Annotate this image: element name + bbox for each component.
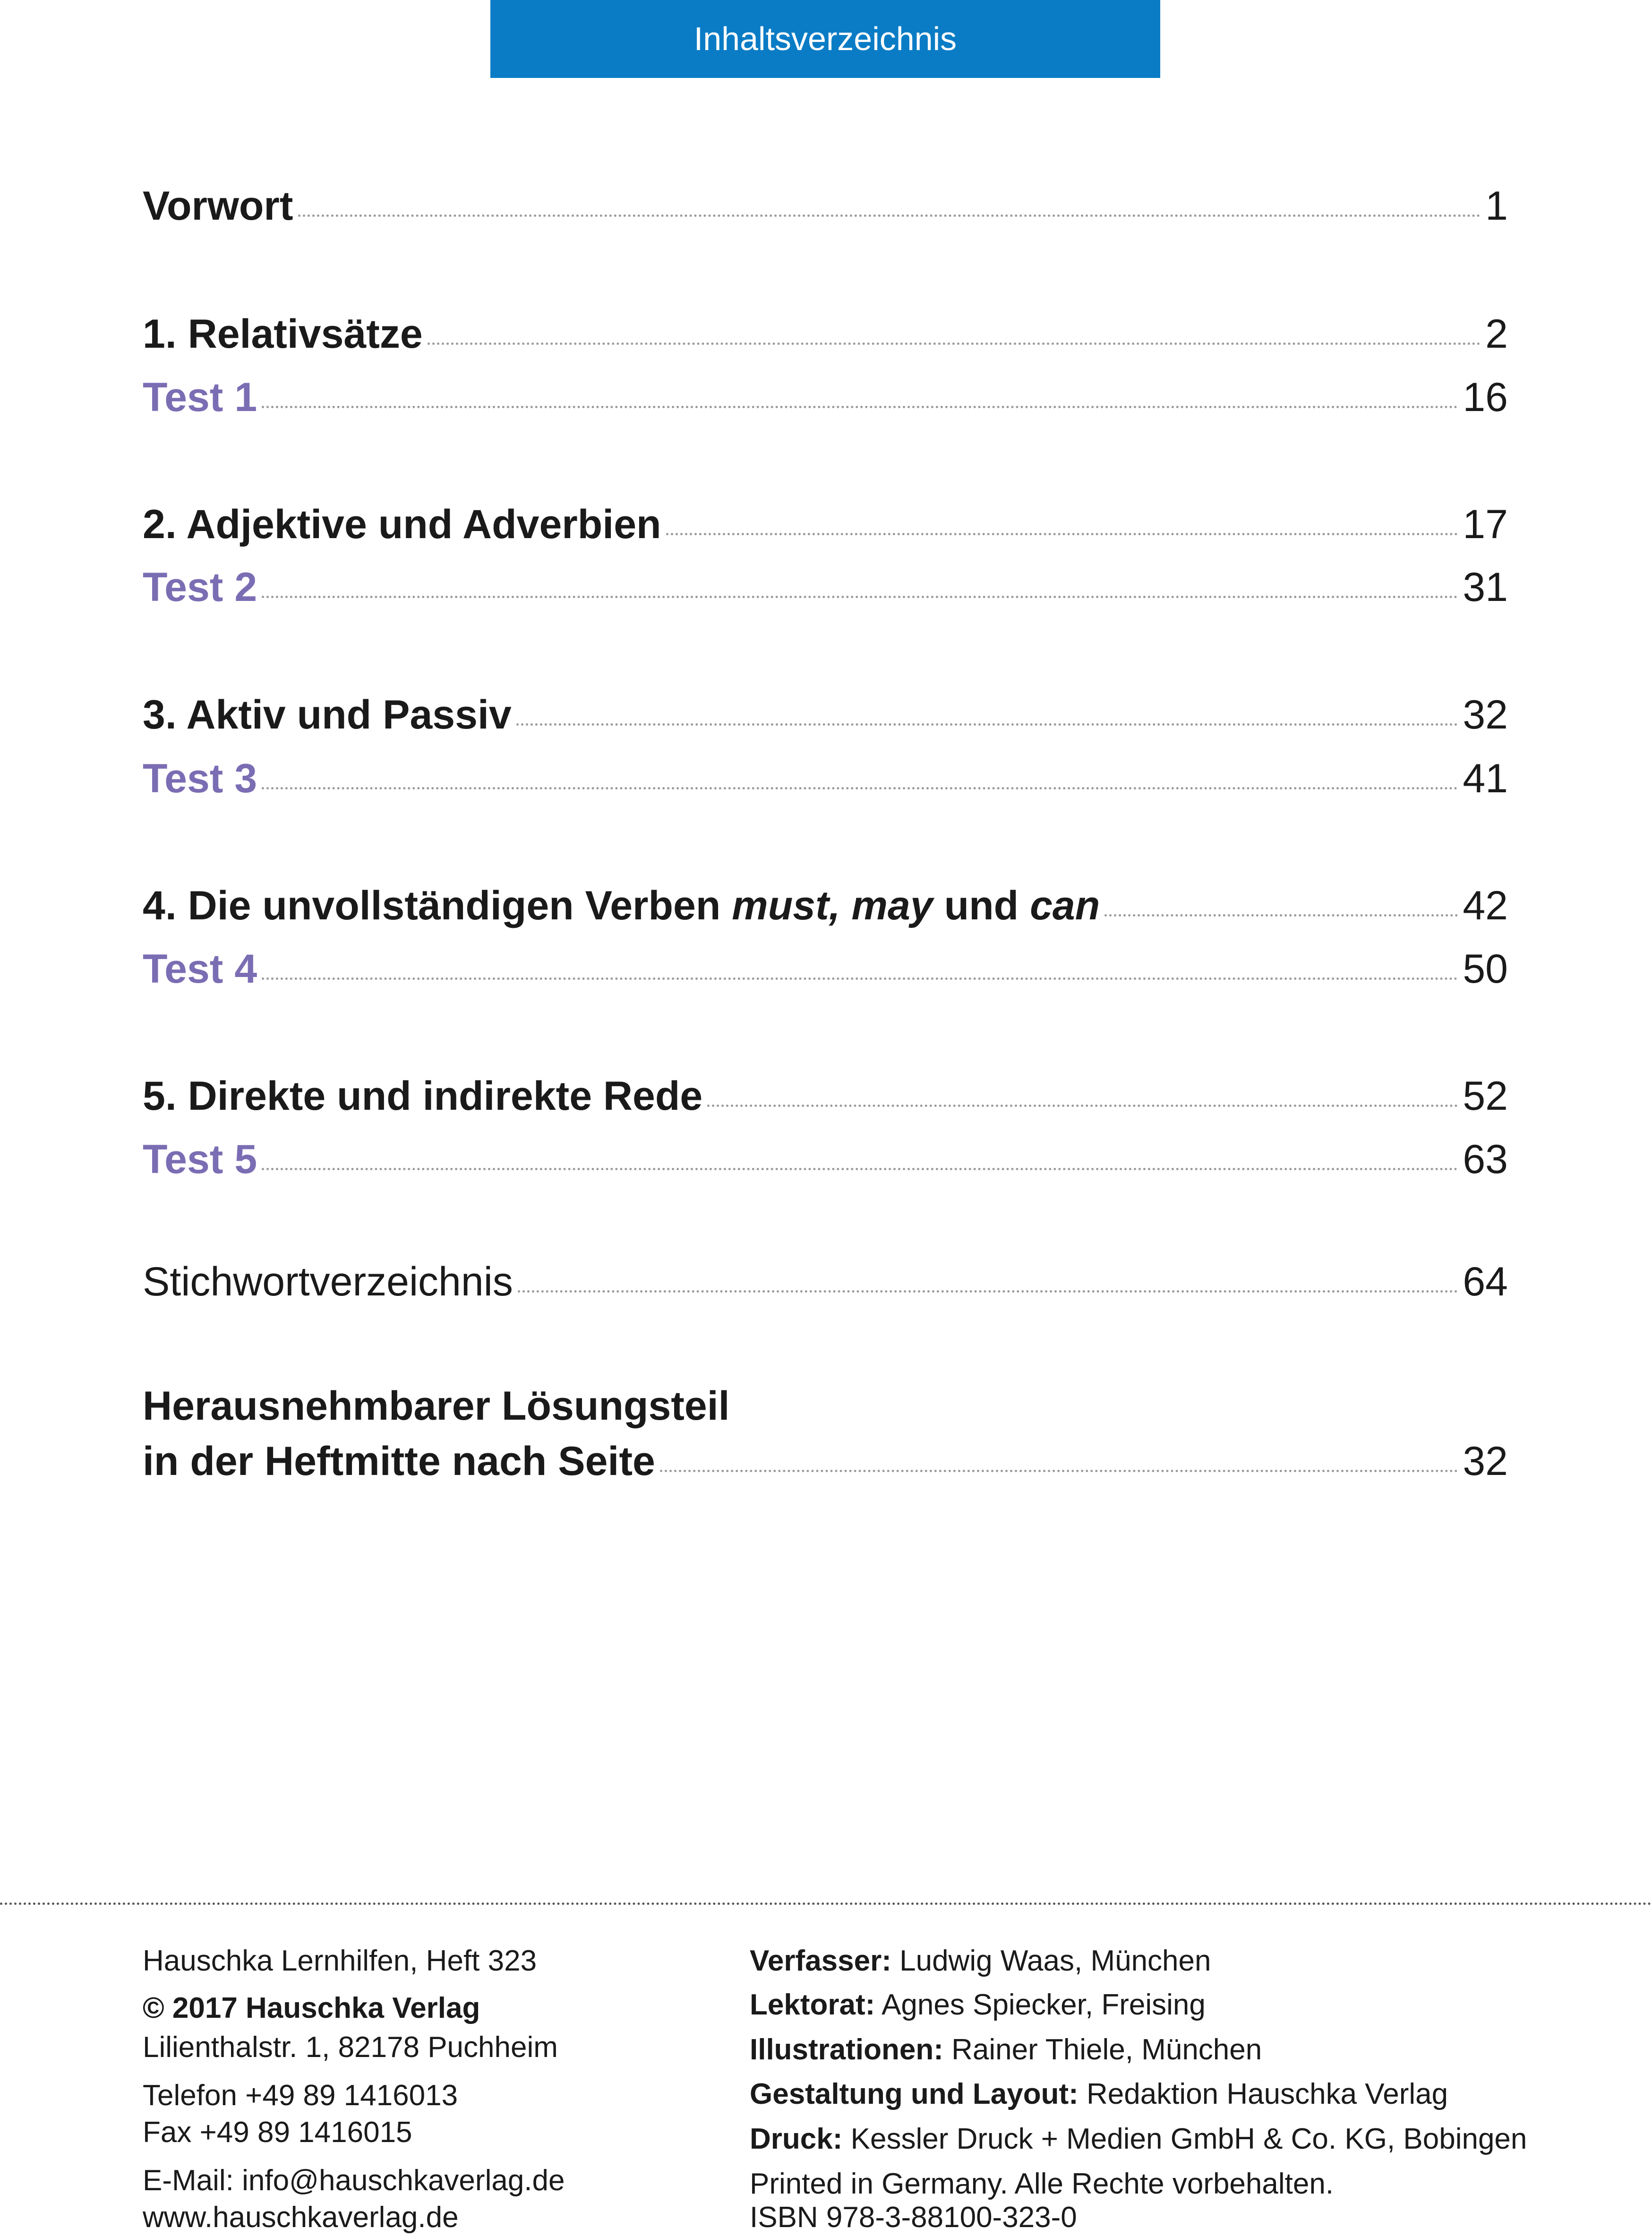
toc-page-number: 52 [1463,1073,1508,1119]
toc-label: Test 4 [143,946,257,992]
toc-label: 1. Relativsätze [143,311,423,357]
toc-entry-chapter-4[interactable] [143,885,1508,926]
toc-entry-chapter-5[interactable] [143,1073,1508,1119]
toc-entry-test-4[interactable] [143,946,1508,992]
toc-page-number: 16 [1463,375,1508,420]
toc-label: 2. Adjektive und Adverbien [143,502,661,547]
toc-entry-test-3[interactable] [143,758,1508,799]
toc-page-number: 41 [1463,756,1508,801]
dot-leader [660,1470,1458,1472]
imprint-editor-value: Agnes Spiecker, Freising [875,1988,1206,2021]
toc-label: Test 2 [143,565,257,610]
imprint-author-value: Ludwig Waas, München [891,1945,1211,1977]
imprint-phone: Telefon +49 89 1416013 [143,2079,458,2112]
dot-leader [1104,914,1458,917]
imprint-layout [750,2080,1448,2109]
imprint-illustrations-value: Rainer Thiele, München [943,2033,1262,2066]
toc-entry-index[interactable] [143,1261,1508,1302]
toc-page-number: 63 [1463,1137,1508,1182]
imprint-print-value: Kessler Druck + Medien GmbH & Co. KG, Bobingen [842,2123,1527,2155]
toc-label: Test 1 [143,375,257,420]
dot-leader [518,1290,1458,1293]
toc-label: in der Heftmitte nach Seite [143,1439,655,1484]
dot-leader [262,406,1458,408]
toc-page-number: 50 [1463,946,1508,992]
toc-label-modal-verbs: must, may [732,883,933,928]
toc-entry-chapter-1[interactable] [143,311,1508,357]
toc-page-number: 31 [1463,565,1508,610]
toc-page-number: 42 [1463,883,1508,928]
toc-entry-solutions[interactable] [143,1441,1508,1482]
imprint-address: Lilienthalstr. 1, 82178 Puchheim [143,2031,558,2064]
toc-entry-test-2[interactable] [143,567,1508,608]
dot-leader [262,787,1458,789]
dot-leader [262,1168,1458,1170]
toc-label [143,885,1100,926]
toc-label: Stichwortverzeichnis [143,1259,513,1304]
imprint-editor-label: Lektorat: [750,1988,875,2021]
toc-label: Vorwort [143,183,293,229]
toc-label-part: 4. Die unvollständigen Verben [143,883,732,928]
dot-leader [262,596,1458,598]
dot-leader [666,533,1458,535]
footer-divider [0,1903,1652,1905]
dot-leader [707,1105,1458,1107]
toc-page-number: 2 [1485,311,1508,357]
imprint-editor [750,1990,1206,2020]
toc-entry-test-1[interactable] [143,377,1508,418]
section-header: Inhaltsverzeichnis [490,0,1160,78]
imprint-illustrations-label: Illustrationen: [750,2033,943,2066]
toc-entry-test-5[interactable] [143,1139,1508,1180]
imprint-print [750,2125,1527,2154]
toc-entry-chapter-2[interactable] [143,504,1508,545]
dot-leader [428,343,1481,345]
imprint-fax: Fax +49 89 1416015 [143,2116,412,2149]
toc-entry-vorwort[interactable] [143,183,1508,229]
toc-label: 3. Aktiv und Passiv [143,692,512,737]
dot-leader [262,977,1458,980]
toc-label-part: und [933,883,1030,928]
toc-solutions-line-1: Herausnehmbarer Lösungsteil [143,1383,730,1429]
imprint-series: Hauschka Lernhilfen, Heft 323 [143,1945,537,1977]
dot-leader [516,723,1458,726]
imprint-layout-label: Gestaltung und Layout: [750,2078,1079,2110]
toc-entry-chapter-3[interactable] [143,694,1508,735]
imprint-illustrations [750,2035,1262,2065]
imprint-author [750,1946,1211,1976]
toc-page-number: 1 [1485,183,1508,229]
toc-page-number: 32 [1463,1439,1508,1484]
imprint-layout-value: Redaktion Hauschka Verlag [1078,2078,1448,2110]
imprint-isbn: ISBN 978-3-88100-323-0 [750,2201,1077,2234]
toc-label: 5. Direkte und indirekte Rede [143,1073,703,1119]
toc-label: Test 5 [143,1137,257,1182]
imprint-website[interactable]: www.hauschkaverlag.de [143,2201,459,2234]
toc-page-number: 64 [1463,1259,1508,1304]
toc-label: Test 3 [143,756,257,801]
imprint-author-label: Verfasser: [750,1945,891,1977]
toc-page-number: 32 [1463,692,1508,737]
toc-page-number: 17 [1463,502,1508,547]
dot-leader [298,214,1481,217]
imprint-print-label: Druck: [750,2123,843,2155]
toc-label-modal-verb-can: can [1030,883,1100,928]
imprint-rights: Printed in Germany. Alle Rechte vorbehalten. [750,2168,1334,2200]
imprint-email[interactable]: E-Mail: info@hauschkaverlag.de [143,2164,565,2197]
imprint-copyright: © 2017 Hauschka Verlag [143,1992,480,2024]
